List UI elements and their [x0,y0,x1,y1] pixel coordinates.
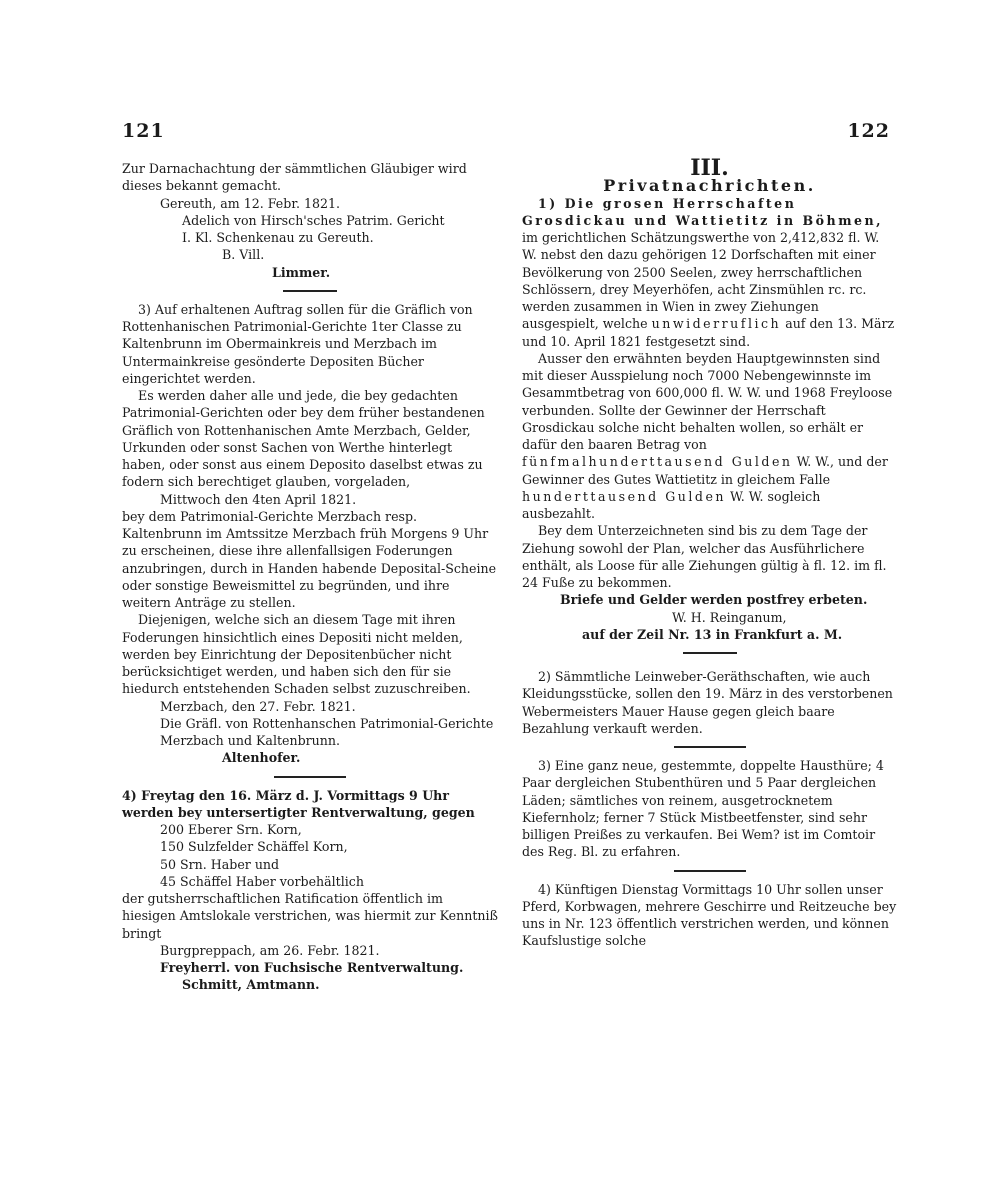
page-number-left: 121 [122,120,165,142]
item1-para2-b: W. W., und der Gewinner des Gutes Wattietitz in gleichem Falle [522,454,888,487]
divider [683,652,737,654]
item1-para1-end: auf den 13. März und 10. April 1821 festgesetzt sind. [522,316,895,349]
item1-amount-1: fünfmalhunderttausend Gulden [522,454,793,470]
notice3-issuer: Die Gräfl. von Rottenhanschen Patrimonial-Gerichte Merzbach und Kaltenbrunn. [160,715,494,748]
divider [274,776,346,778]
divider [674,870,746,872]
notice1-date: Gereuth, am 12. Febr. 1821. [160,195,341,211]
item1-para2 [522,350,897,523]
notice3-para4: Diejenigen, welche sich an diesem Tage mit ihren Foderungen hinsichtlich eines Depositi nicht melden, werden bey Einrichtung der Depositenbücher nicht berücksichtiget werden, und haben sich den für sie hiedurch entstehenden Schaden selbst zuzuschreiben. [122,612,471,697]
divider [283,290,337,292]
notice3-para2: Es werden daher alle und jede, die bey gedachten Patrimonial-Gerichten oder bey dem früher bestandenen Gräflich von Rottenhanischen Amte Merzbach, Gelder, Urkunden oder sonst Sachen von Werthe hinterlegt haben, oder sonst aus einem Deposito daselbst etwas zu fodern sich berechtiget glauben, vorgeladen, [122,388,485,490]
notice4-issuer: Freyherrl. von Fuchsische Rentverwaltung. [160,960,464,975]
notice3-signatory: Altenhofer. [222,750,301,766]
notice3-date: Merzbach, den 27. Febr. 1821. [160,698,356,714]
notice1-signatory-2: Limmer. [272,264,331,280]
divider [674,746,746,748]
notice4-item-1: 200 Eberer Srn. Korn, [160,822,302,837]
left-column [122,160,498,994]
item1-amount-2: hunderttausend Gulden [522,488,727,504]
page-number-right: 122 [847,120,890,142]
notice3-para3: bey dem Patrimonial-Gerichte Merzbach resp. Kaltenbrunn im Amtssitze Merzbach früh Morgens 9 Uhr zu erscheinen, diese ihre allenfallsigen Foderungen anzubringen, durch in Handen habende Deposital-Scheine oder sonstige Beweismittel zu begründen, und ihre weitern Anträge zu stellen. [122,508,497,610]
notice1-issuer-place: I. Kl. Schenkenau zu Gereuth. [182,230,374,245]
item2-para: 2) Sämmtliche Leinweber-Geräthschaften, wie auch Kleidungsstücke, sollen den 19. März in des verstorbenen Webermeisters Mauer Hause gegen gleich baare Bezahlung verkauft werden. [522,669,893,736]
right-column [522,155,897,950]
item1-heading: 1) Die grosen Herrschaften Grosdickau und Wattietitz in Böhmen, [522,195,884,228]
notice4-item-3: 50 Srn. Haber und [160,856,280,872]
section-title: Privatnachrichten. [603,176,816,196]
notice1-signatory: B. Vill. [222,247,265,263]
item1-address: auf der Zeil Nr. 13 in Frankfurt a. M. [582,626,843,642]
item1-para1-body: im gerichtlichen Schätzungswerthe von 2,412,832 fl. W. W. nebst den dazu gehörigen 12 Dorfschaften mit einer Bevölkerung von 2500 Seelen, zwey herrschaftlichen Schlössern, drey Meyerhöfen, acht Zinsmühlen rc. rc. werden zusammen in Wien in zwey Ziehungen ausgespielt, welche [522,230,880,332]
item1-para2-c: W. W. sogleich ausbezahlt. [522,488,821,521]
notice4-item-2: 150 Sulzfelder Schäffel Korn, [160,839,348,855]
item1-signatory: W. H. Reinganum, [672,609,787,625]
item1-para2-a: Ausser den erwähnten beyden Hauptgewinnsten sind mit dieser Ausspielung noch 7000 Nebengewinnste im Gesammtbetrag von 600,000 fl. W. W. und 1968 Freyloose verbunden. Sollte der Gewinner der Herrschaft Grosdickau solche nicht behalten wollen, so erhält er dafür den baaren Betrag von [522,350,893,452]
notice4-item-4: 45 Schäffel Haber vorbehältlich [160,873,364,889]
item4-para: 4) Künftigen Dienstag Vormittags 10 Uhr sollen unser Pferd, Korbwagen, mehrere Geschirre und Reitzeuche bey uns in Nr. 123 öffentlich verstrichen werden, und können Kaufslustige solche [522,881,897,949]
item1-para3: Bey dem Unterzeichneten sind bis zu dem Tage der Ziehung sowohl der Plan, welcher das Ausführlichere enthält, als Loose für alle Ziehungen gültig à fl. 12. im fl. 24 Fuße zu bekommen. [522,523,887,590]
section-number: III. [690,155,729,181]
notice1-text: Zur Darnachachtung der sämmtlichen Gläubiger wird dieses bekannt gemacht. [122,161,467,194]
notice4-para1: 4) Freytag den 16. März d. J. Vormittags 9 Uhr werden bey untersertigter Rentverwaltung, gegen [122,787,475,820]
item3-para: 3) Eine ganz neue, gestemmte, doppelte Hausthüre; 4 Paar dergleichen Stubenthüren und 5 Paar dergleichen Läden; sämtliches von reinem, ausgetrocknetem Kiefernholz; ferner 7 Stück Mistbeetfenster, sind sehr billigen Preißes zu verkaufen. Bei Wem? ist im Comtoir des Reg. Bl. zu erfahren. [522,758,884,860]
item1-para1 [522,195,897,350]
notice3-date-line: Mittwoch den 4ten April 1821. [160,491,357,507]
item1-para4: Briefe und Gelder werden postfrey erbeten. [560,592,868,608]
notice4-para2: der gutsherrschaftlichen Ratification öffentlich im hiesigen Amtslokale verstrichen, was hiermit zur Kenntniß bringt [122,891,498,941]
item1-emphasis: unwiderruflich [651,316,782,332]
notice4-signatory: Schmitt, Amtmann. [182,977,320,993]
notice3-para1: 3) Auf erhaltenen Auftrag sollen für die Gräflich von Rottenhanischen Patrimonial-Gerichte 1ter Classe zu Kaltenbrunn im Obermainkreis und Merzbach im Untermainkreise gesönderte Depositen Bücher eingerichtet werden. [122,301,473,386]
notice4-date: Burgpreppach, am 26. Febr. 1821. [160,942,380,958]
notice1-issuer: Adelich von Hirsch'sches Patrim. Gericht [182,212,445,228]
